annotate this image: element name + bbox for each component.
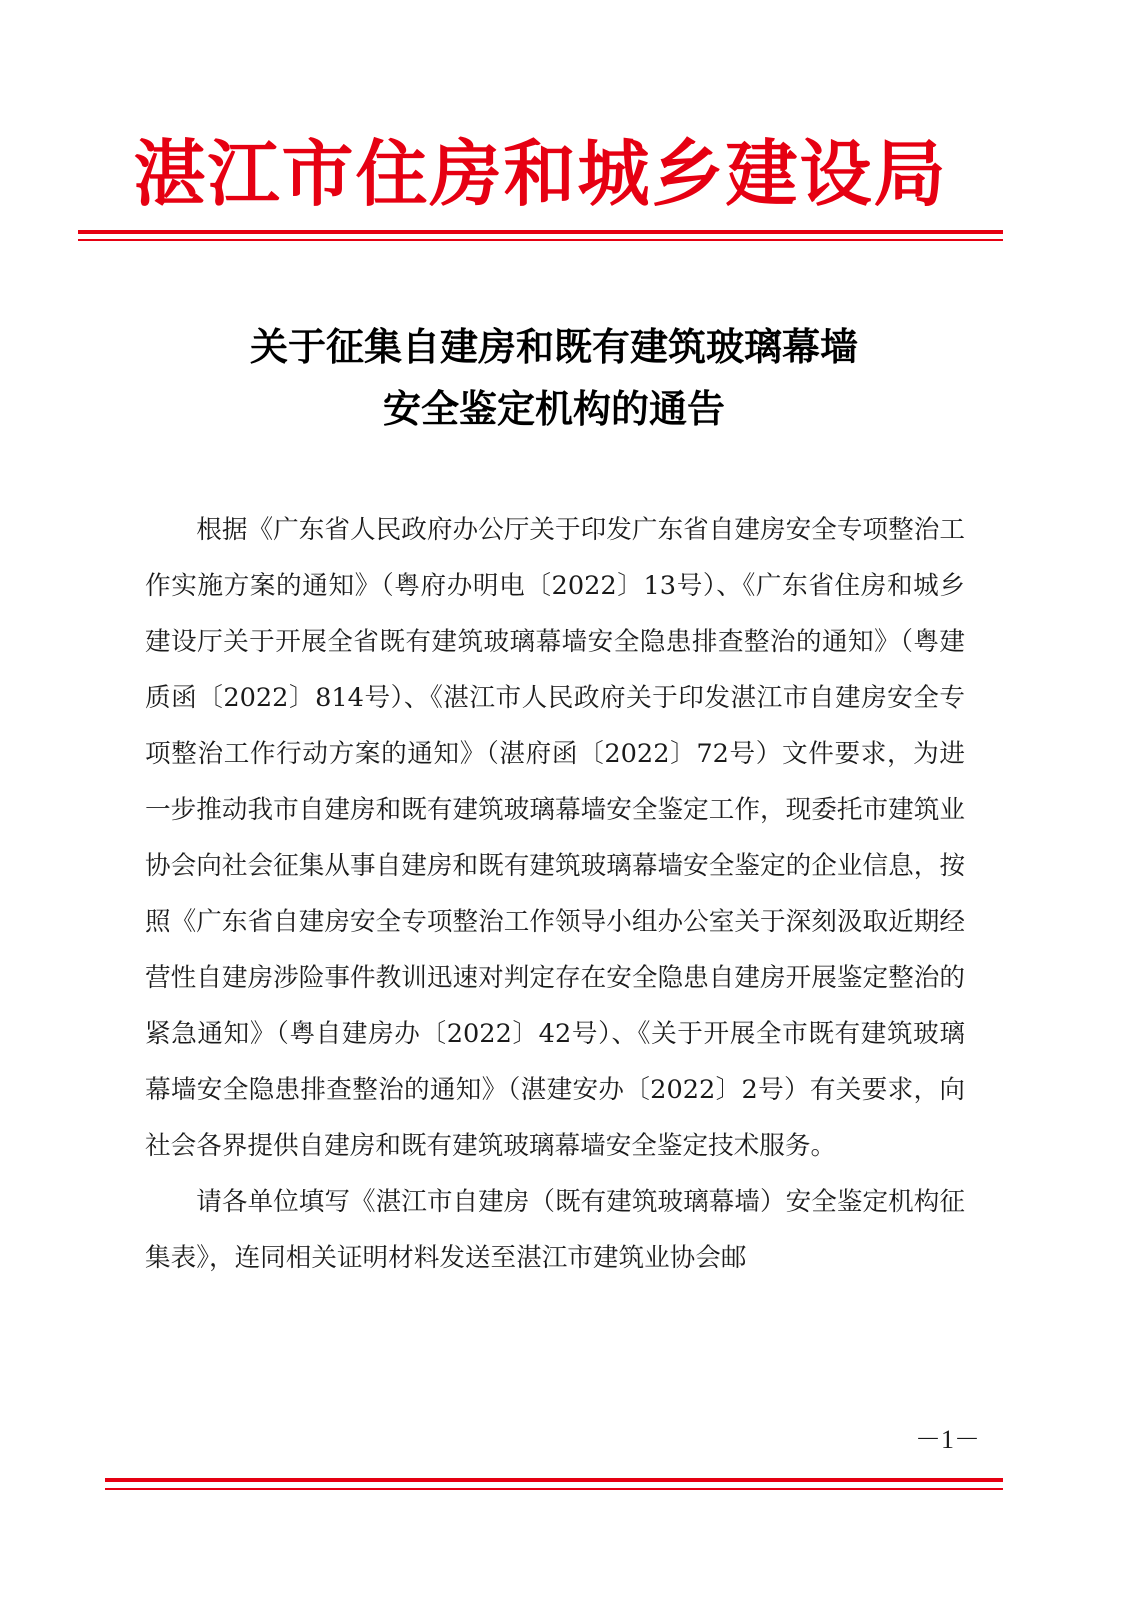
page-number: －1－	[914, 1425, 980, 1454]
footer-divider-thick	[105, 1478, 1003, 1482]
footer-divider-thin	[105, 1488, 1003, 1490]
masthead-divider-thin	[78, 239, 1003, 241]
masthead-divider-thick	[78, 230, 1003, 234]
issuing-authority-masthead: 湛江市住房和城乡建设局	[133, 131, 948, 216]
body-paragraph-1: 根据《广东省人民政府办公厅关于印发广东省自建房安全专项整治工作实施方案的通知》（粤府办明电〔2022〕13号）、《广东省住房和城乡建设厅关于开展全省既有建筑玻璃幕墙安全隐患排查整治的通知》（粤建质函〔2022〕814号）、《湛江市人民政府关于印发湛江市自建房安全专项整治工作行动方案的通知》（湛府函〔2022〕72号）文件要求，为进一步推动我市自建房和既有建筑玻璃幕墙安全鉴定工作，现委托市建筑业协会向社会征集从事自建房和既有建筑玻璃幕墙安全鉴定的企业信息，按照《广东省自建房安全专项整治工作领导小组办公室关于深刻汲取近期经营性自建房涉险事件教训迅速对判定存在安全隐患自建房开展鉴定整治的紧急通知》（粤自建房办〔2022〕42号）、《关于开展全市既有建筑玻璃幕墙安全隐患排查整治的通知》（湛建安办〔2022〕2号）有关要求，向社会各界提供自建房和既有建筑玻璃幕墙安全鉴定技术服务。	[145, 515, 965, 1161]
document-title-line-1: 关于征集自建房和既有建筑玻璃幕墙	[249, 324, 858, 369]
document-title-line-2: 安全鉴定机构的通告	[382, 386, 725, 431]
body-paragraph-2: 请各单位填写《湛江市自建房（既有建筑玻璃幕墙）安全鉴定机构征集表》，连同相关证明材料发送至湛江市建筑业协会邮	[145, 1187, 965, 1273]
document-body	[145, 502, 965, 1286]
